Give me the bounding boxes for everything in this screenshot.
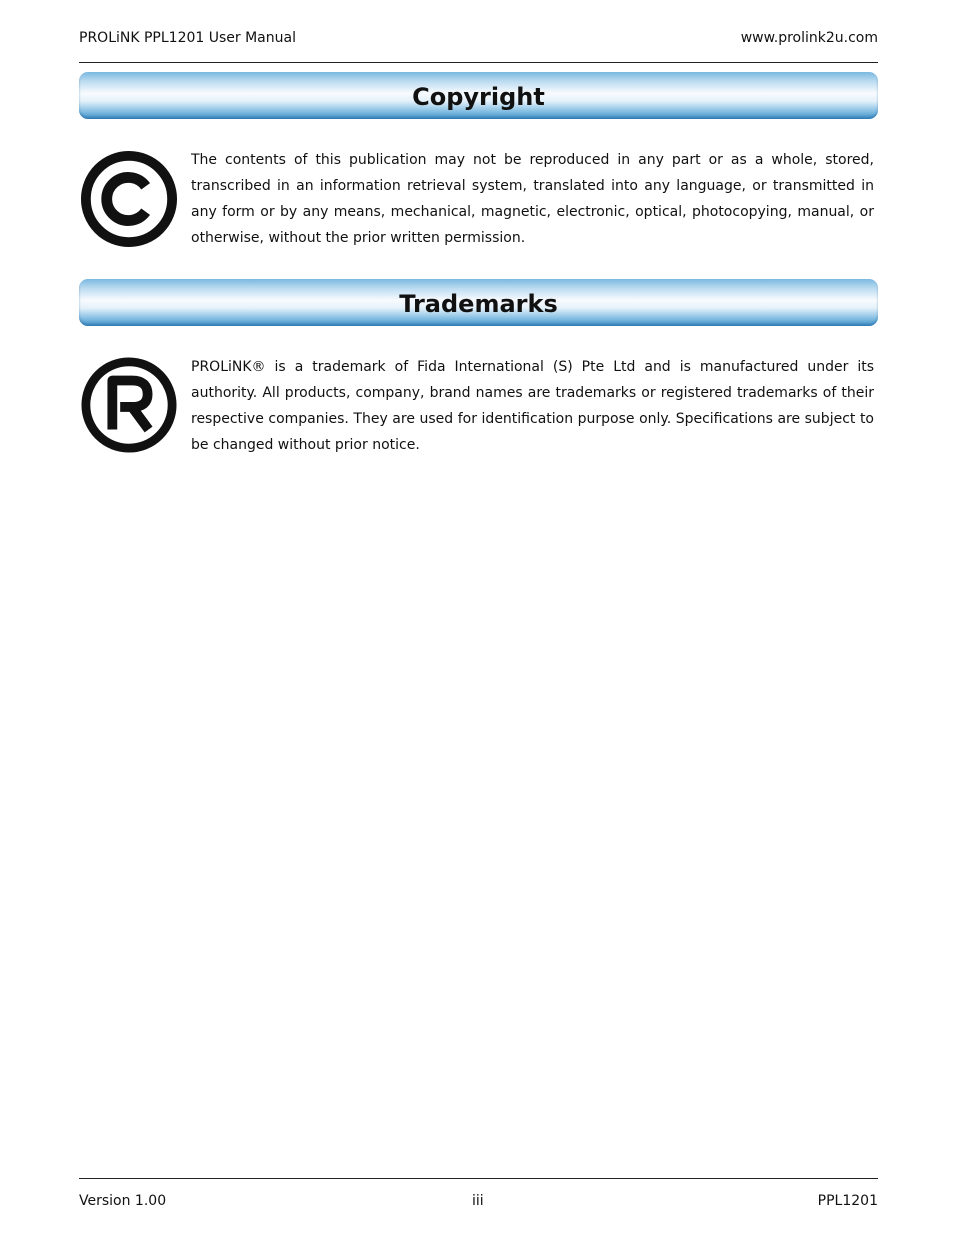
header-manual-title: PROLiNK PPL1201 User Manual — [79, 30, 296, 46]
trademarks-text: PROLiNK® is a trademark of Fida International (S) Pte Ltd and is manufactured under its authority. All products, company, brand names are trademarks or registered trademarks of their respective companies. They are used for identification purpose only. Specifications are subject to be changed without prior notice. — [191, 359, 874, 453]
footer-page-number: iii — [472, 1193, 484, 1209]
copyright-heading: Copyright — [412, 83, 545, 111]
trademarks-banner — [79, 279, 878, 326]
footer-model: PPL1201 — [817, 1193, 878, 1209]
page-header — [79, 28, 878, 63]
page-footer — [79, 1178, 878, 1219]
copyright-text: The contents of this publication may not be reproduced in any part or as a whole, stored, transcribed in an information retrieval system, translated into any language, or transmitted in any form or by any means, mechanical, magnetic, electronic, optical, photocopying, manual, or otherwise, without the prior written permission. — [191, 152, 874, 246]
footer-version: Version 1.00 — [79, 1193, 167, 1209]
header-website: www.prolink2u.com — [740, 30, 878, 46]
copyright-banner — [79, 72, 878, 119]
copyright-icon — [80, 150, 178, 248]
trademarks-heading: Trademarks — [399, 290, 558, 318]
registered-trademark-icon — [80, 356, 178, 454]
